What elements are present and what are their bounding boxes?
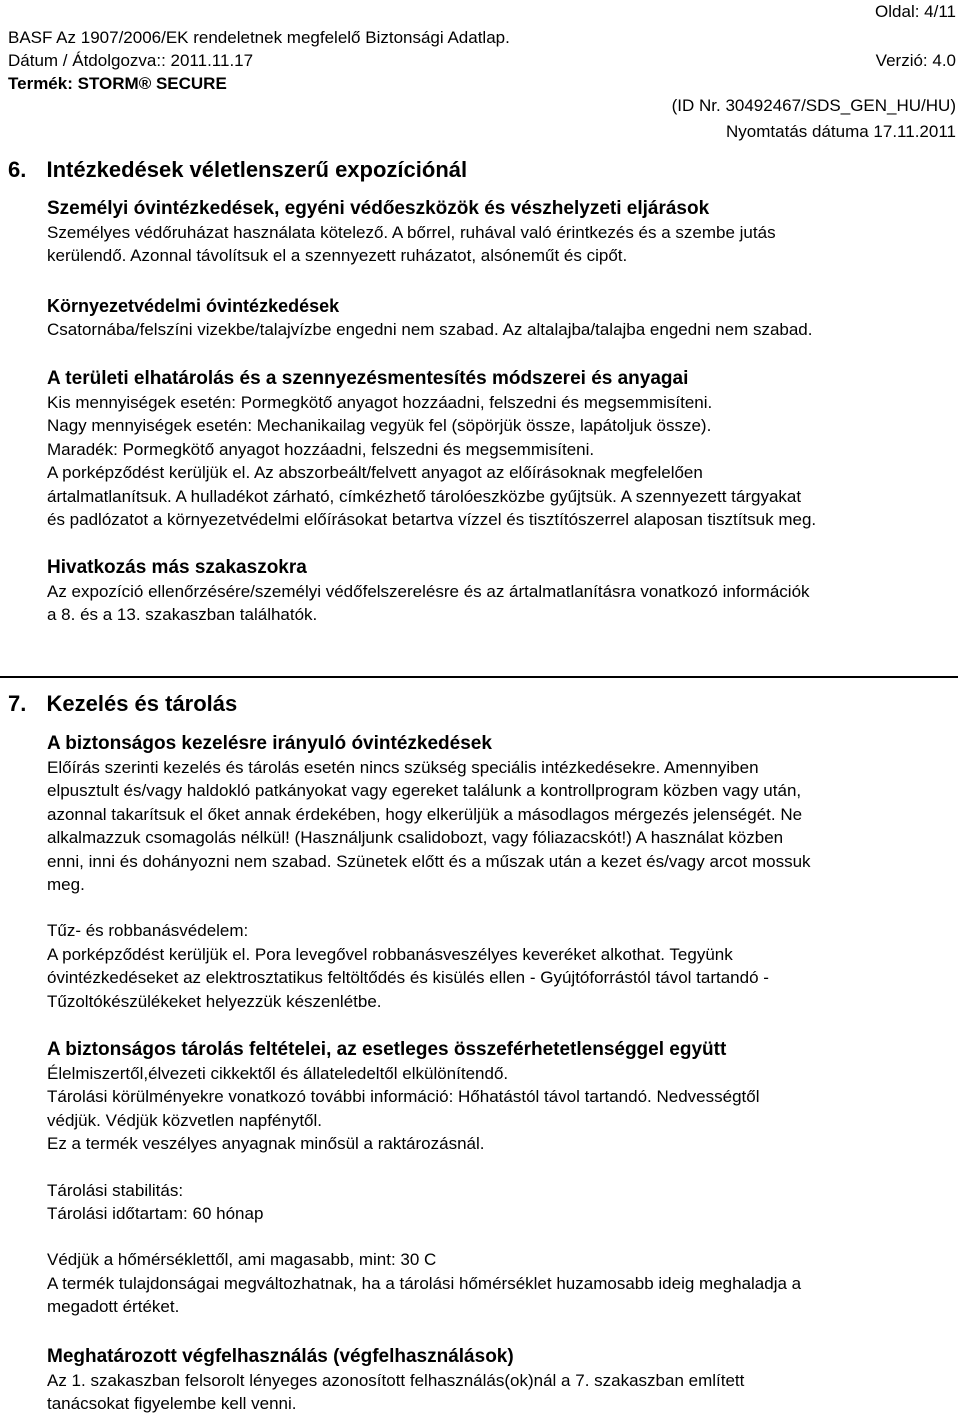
document-id: (ID Nr. 30492467/SDS_GEN_HU/HU) <box>671 96 956 115</box>
text-line: kerülendő. Azonnal távolítsuk el a szennyezett ruházatot, alsóneműt és cipőt. <box>47 246 628 266</box>
section-7-heading <box>8 691 237 717</box>
text-line: A porképződést kerüljük el. Az abszorbeált/felvett anyagot az előírásoknak megfelelően <box>47 463 703 483</box>
text-line: Személyes védőruházat használata kötelező. A bőrrel, ruhával való érintkezés és a szembe jutás <box>47 223 776 242</box>
containment-methods <box>47 367 957 531</box>
text-line: a 8. és a 13. szakaszban találhatók. <box>47 605 318 625</box>
reference-to-other-sections <box>47 556 957 627</box>
section-divider <box>0 676 958 678</box>
text-line: enni, inni és dohányozni nem szabad. Szünetek előtt és a műszak után a kezet és/vagy arcot mossuk <box>47 851 811 871</box>
safe-storage <box>47 1038 957 1319</box>
product-line <box>8 74 227 94</box>
safe-handling-heading: A biztonságos kezelésre irányuló óvintézkedések <box>47 733 492 754</box>
text-line: Élelmiszertől,élvezeti cikkektől és állateledeltől elkülönítendő. <box>47 1064 509 1083</box>
text-line: Tűzoltókészülékeket helyezzük készenlétbe. <box>47 991 382 1011</box>
print-date: Nyomtatás dátuma 17.11.2011 <box>726 122 956 141</box>
section-6-title: Intézkedések véletlenszerű expozíciónál <box>46 157 468 182</box>
environmental-precautions <box>47 294 957 341</box>
containment-methods-heading: A területi elhatárolás és a szennyezésmentesítés módszerei és anyagai <box>47 368 689 389</box>
text-line: Csatornába/felszíni vizekbe/talajvízbe engedni nem szabad. Az altalajba/talajba engedni nem szabad. <box>47 320 813 339</box>
page-number: Oldal: 4/11 <box>875 2 956 21</box>
product-name: STORM® SECURE <box>77 74 227 93</box>
text-line: alkalmazzuk csomagolás nélkül! (Használjunk csalidobozt, vagy fóliazacskót!) A használat közben <box>47 828 784 848</box>
version: Verzió: 4.0 <box>875 51 956 70</box>
specific-end-use <box>47 1345 957 1416</box>
text-line: Kis mennyiségek esetén: Pormegkötő anyagot hozzáadni, felszedni és megsemmisíteni. <box>47 393 713 412</box>
text-line: azonnal takarítsuk el őket annak érdekében, hogy elkerüljük a másodlagos mérgezés jelenségét. Ne <box>47 804 803 824</box>
specific-end-use-heading: Meghatározott végfelhasználás (végfelhasználások) <box>47 1346 514 1367</box>
text-line: óvintézkedéseket az elektrosztatikus feltöltődés és kisülés ellen - Gyújtóforrástól távol tartandó - <box>47 968 769 988</box>
environmental-precautions-heading: Környezetvédelmi óvintézkedések <box>47 296 340 316</box>
text-line: Nagy mennyiségek esetén: Mechanikailag vegyük fel (söpörjük össze, lapátoljuk össze). <box>47 416 712 436</box>
text-line: meg. <box>47 875 85 895</box>
text-line: Maradék: Pormegkötő anyagot hozzáadni, felszedni és megsemmisíteni. <box>47 439 595 459</box>
text-line: A termék tulajdonságai megváltozhatnak, ha a tárolási hőmérséklet huzamosabb ideig meghaladja a <box>47 1273 802 1293</box>
safe-handling <box>47 732 957 1013</box>
section-6-heading <box>8 157 467 183</box>
text-line: Tárolási körülményekre vonatkozó további információ: Hőhatástól távol tartandó. Nedvességtől <box>47 1087 760 1107</box>
text-line: ártalmatlanítsuk. A hulladékot zárható, címkézhető tárolóeszközbe gyűjtsük. A szennyezett tárgyakat <box>47 486 802 506</box>
text-line: és padlózatot a környezetvédelmi előírásokat betartva vízzel és tisztítószerrel alaposan tisztítsuk meg. <box>47 510 817 530</box>
safe-storage-heading: A biztonságos tárolás feltételei, az esetleges összeférhetetlenséggel együtt <box>47 1039 727 1060</box>
product-prefix: Termék: <box>8 74 73 93</box>
text-line: A porképződést kerüljük el. Pora levegővel robbanásveszélyes keveréket alkothat. Tegyünk <box>47 944 733 964</box>
text-line: Az 1. szakaszban felsorolt lényeges azonosított felhasználás(ok)nál a 7. szakaszban említett <box>47 1371 745 1390</box>
document-title: BASF Az 1907/2006/EK rendeletnek megfelelő Biztonsági Adatlap. <box>8 28 510 47</box>
section-7-number: 7. <box>8 691 27 716</box>
text-line: elpusztult és/vagy haldokló patkányokat vagy egereket találunk a kontrollprogram közben vagy után, <box>47 781 802 801</box>
personal-precautions <box>47 197 957 268</box>
text-line: Előírás szerinti kezelés és tárolás esetén nincs szükség speciális intézkedésekre. Amennyiben <box>47 758 759 777</box>
storage-temperature: Védjük a hőmérséklettől, ami magasabb, mint: 30 C <box>47 1250 437 1270</box>
section-6-number: 6. <box>8 157 27 182</box>
revision-date: Dátum / Átdolgozva:: 2011.11.17 <box>8 51 254 70</box>
storage-stability-label: Tárolási stabilitás: <box>47 1180 184 1200</box>
personal-precautions-heading: Személyi óvintézkedések, egyéni védőeszközök és vészhelyzeti eljárások <box>47 198 710 219</box>
reference-heading: Hivatkozás más szakaszokra <box>47 557 307 578</box>
text-line: tanácsokat figyelembe kell venni. <box>47 1394 297 1414</box>
text-line: Ez a termék veszélyes anyagnak minősül a raktározásnál. <box>47 1134 485 1154</box>
text-line: védjük. Védjük közvetlen napfénytől. <box>47 1110 323 1130</box>
section-7-title: Kezelés és tárolás <box>46 691 238 716</box>
fire-protection-label: Tűz- és robbanásvédelem: <box>47 921 249 941</box>
text-line: megadott értéket. <box>47 1297 180 1317</box>
storage-duration: Tárolási időtartam: 60 hónap <box>47 1204 264 1224</box>
text-line: Az expozíció ellenőrzésére/személyi védőfelszerelésre és az ártalmatlanításra vonatkozó információk <box>47 582 810 601</box>
